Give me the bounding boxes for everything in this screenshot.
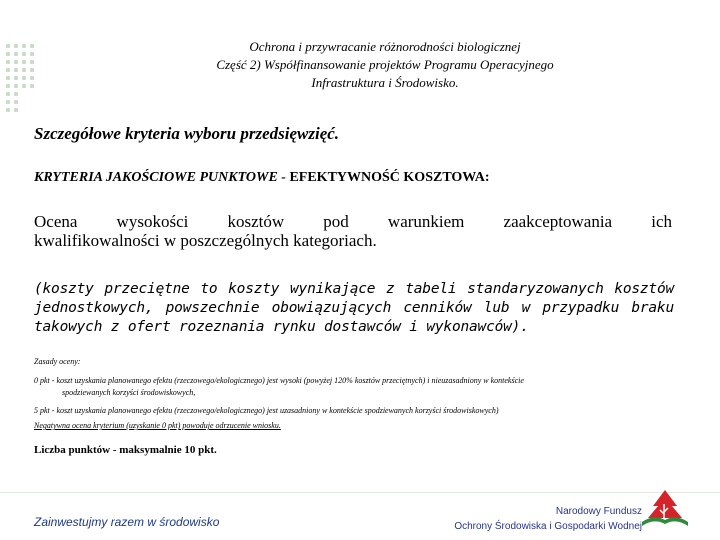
decorative-dot — [22, 44, 26, 48]
evaluation-paragraph — [34, 212, 672, 250]
decorative-dot — [30, 68, 34, 72]
decorative-dot — [6, 52, 10, 56]
decorative-dot — [14, 84, 18, 88]
decorative-dot — [30, 84, 34, 88]
header-line-1: Ochrona i przywracanie różnorodności biologicznej — [249, 39, 521, 54]
logo-text-line-1: Narodowy Fundusz — [555, 506, 642, 517]
decorative-dot — [6, 68, 10, 72]
logo-text-line-2: Ochrony Środowiska i Gospodarki Wodnej — [454, 521, 642, 532]
decorative-dot — [6, 84, 10, 88]
decorative-dot — [14, 60, 18, 64]
decorative-dot — [22, 84, 26, 88]
decorative-dot — [14, 108, 18, 112]
rules-title: Zasady oceny: — [34, 357, 81, 366]
evaluation-paragraph-line-2: kwalifikowalności w poszczególnych kategoriach. — [34, 231, 377, 250]
decorative-dot — [14, 76, 18, 80]
decorative-dot — [30, 60, 34, 64]
rules-note: Negatywna ocena kryterium (uzyskanie 0 pkt) powoduje odrzucenie wniosku. — [34, 421, 281, 430]
decorative-dot — [14, 52, 18, 56]
max-points: Liczba punktów - maksymalnie 10 pkt. — [34, 444, 217, 456]
rule-5-points: 5 pkt - koszt uzyskania planowanego efektu (rzeczowego/ekologicznego) jest uzasadniony w kontekście spodziewanych korzyści środowiskowych) — [34, 406, 499, 415]
rule-0-points-line-2: spodziewanych korzyści środowiskowych, — [62, 388, 196, 397]
cost-definition-line-2: jednostkowych, powszechnie obowiązujących cenników lub w przypadku braku — [34, 300, 674, 316]
decorative-dot — [30, 76, 34, 80]
decorative-dot — [14, 100, 18, 104]
decorative-dot — [22, 68, 26, 72]
criteria-heading-italic: KRYTERIA JAKOŚCIOWE PUNKTOWE - — [34, 170, 290, 185]
decorative-dot — [22, 76, 26, 80]
evaluation-paragraph-line-1: Ocena wysokości kosztów pod warunkiem zaakceptowania ich — [34, 212, 672, 231]
decorative-dot — [30, 44, 34, 48]
decorative-dot — [6, 108, 10, 112]
decorative-dot — [6, 60, 10, 64]
cost-definition-line-3: takowych z ofert rozeznania rynku dostawców i wykonawców). — [34, 319, 529, 335]
nfosigw-tree-logo-icon — [640, 484, 690, 530]
cost-definition-line-1: (koszty przeciętne to koszty wynikające z tabeli standaryzowanych kosztów — [34, 281, 674, 297]
criteria-heading — [34, 170, 490, 186]
decorative-dot — [22, 60, 26, 64]
header-line-3: Infrastruktura i Środowisko. — [311, 75, 459, 90]
decorative-dot — [22, 52, 26, 56]
cost-definition-paragraph — [34, 280, 674, 337]
footer-slogan: Zainwestujmy razem w środowisko — [34, 515, 220, 529]
document-header — [150, 38, 620, 92]
section-title: Szczegółowe kryteria wyboru przedsięwzięć. — [34, 124, 340, 143]
nfosigw-logo-text — [452, 504, 642, 534]
criteria-heading-plain: EFEKTYWNOŚĆ KOSZTOWA: — [289, 170, 490, 185]
footer-divider — [0, 492, 720, 493]
decorative-dot — [14, 92, 18, 96]
header-line-2: Część 2) Współfinansowanie projektów Programu Operacyjnego — [216, 57, 554, 72]
decorative-dot — [6, 44, 10, 48]
decorative-dot — [6, 92, 10, 96]
rule-0-points-line-1: 0 pkt - koszt uzyskania planowanego efektu (rzeczowego/ekologicznego) jest wysoki (powyżej 120% kosztów przeciętnych) i nieuzasadniony w kontekście — [34, 376, 524, 385]
decorative-dot-pattern — [0, 4, 40, 124]
decorative-dot — [6, 76, 10, 80]
decorative-dot — [30, 52, 34, 56]
decorative-dot — [6, 100, 10, 104]
decorative-dot — [14, 68, 18, 72]
decorative-dot — [14, 44, 18, 48]
